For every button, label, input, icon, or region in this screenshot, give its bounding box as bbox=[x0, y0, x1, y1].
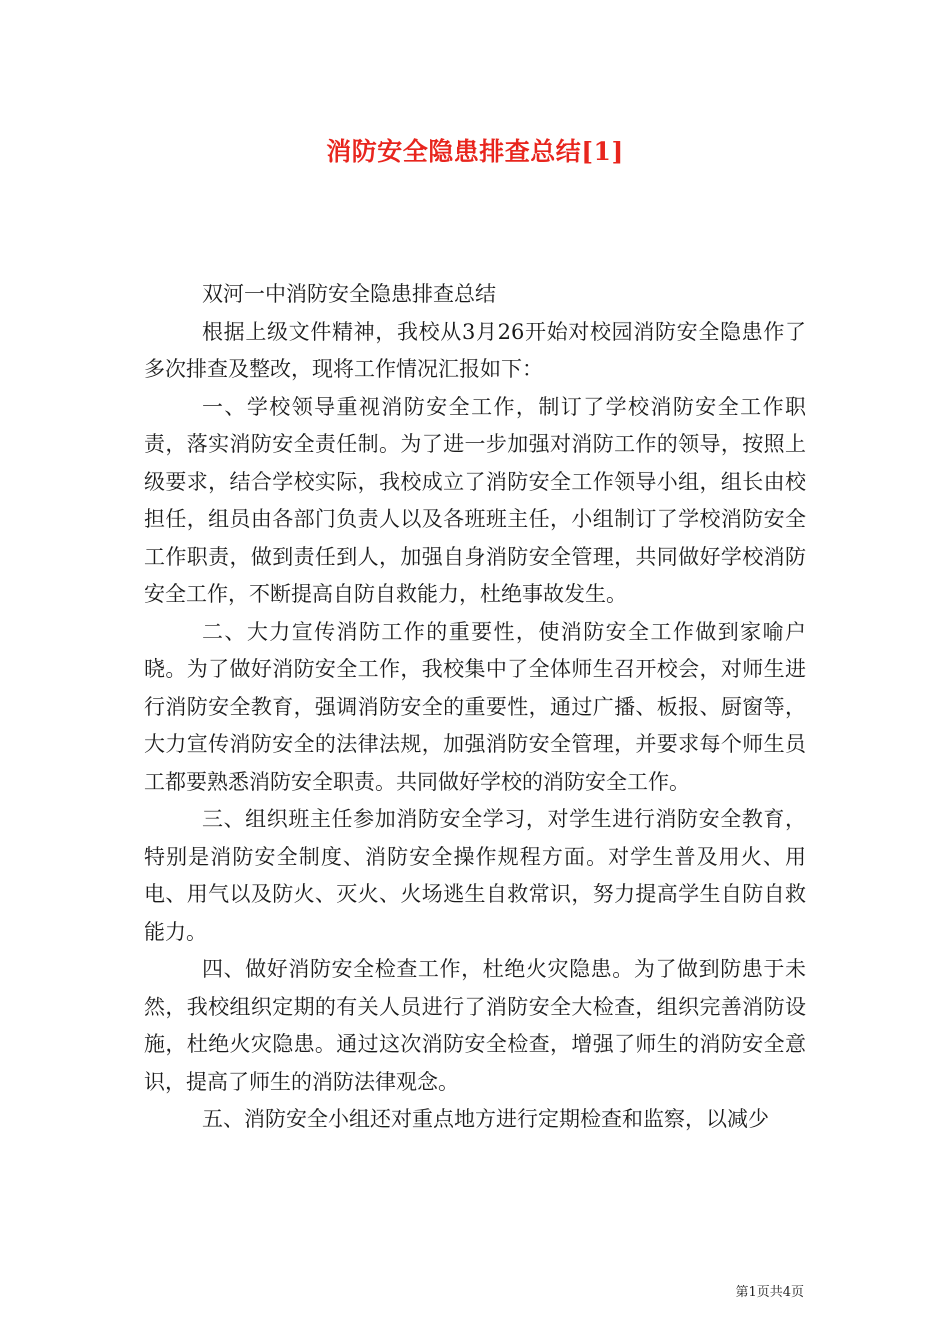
paragraph-4: 四、做好消防安全检查工作，杜绝火灾隐患。为了做到防患于未然，我校组织定期的有关人员进行了消防安全大检查，组织完善消防设施，杜绝火灾隐患。通过这次消防安全检查，增强了师生的消防安全意识，提高了师生的消防法律观念。 bbox=[144, 957, 806, 1094]
document-body bbox=[144, 276, 806, 1139]
intro-paragraph: 根据上级文件精神，我校从3月26开始对校园消防安全隐患作了多次排查及整改，现将工作情况汇报如下： bbox=[144, 319, 806, 381]
paragraph-1: 一、学校领导重视消防安全工作，制订了学校消防安全工作职责，落实消防安全责任制。为了进一步加强对消防工作的领导，按照上级要求，结合学校实际，我校成立了消防安全工作领导小组，组长由校担任，组员由各部门负责人以及各班班主任，小组制订了学校消防安全工作职责，做到责任到人，加强自身消防安全管理，共同做好学校消防安全工作，不断提高自防自救能力，杜绝事故发生。 bbox=[144, 394, 806, 606]
paragraph-2: 二、大力宣传消防工作的重要性，使消防安全工作做到家喻户晓。为了做好消防安全工作，我校集中了全体师生召开校会，对师生进行消防安全教育，强调消防安全的重要性，通过广播、板报、厨窗等，大力宣传消防安全的法律法规，加强消防安全管理，并要求每个师生员工都要熟悉消防安全职责。共同做好学校的消防安全工作。 bbox=[144, 619, 806, 794]
page-number: 第1页共4页 bbox=[735, 1285, 804, 1300]
section-heading: 双河一中消防安全隐患排查总结 bbox=[202, 282, 496, 306]
paragraph-3: 三、组织班主任参加消防安全学习，对学生进行消防安全教育，特别是消防安全制度、消防安全操作规程方面。对学生普及用火、用电、用气以及防火、灭火、火场逃生自救常识，努力提高学生自防自救能力。 bbox=[144, 807, 806, 944]
document-title: 消防安全隐患排查总结[1] bbox=[326, 137, 624, 166]
paragraph-5: 五、消防安全小组还对重点地方进行定期检查和监察，以减少 bbox=[202, 1107, 769, 1131]
